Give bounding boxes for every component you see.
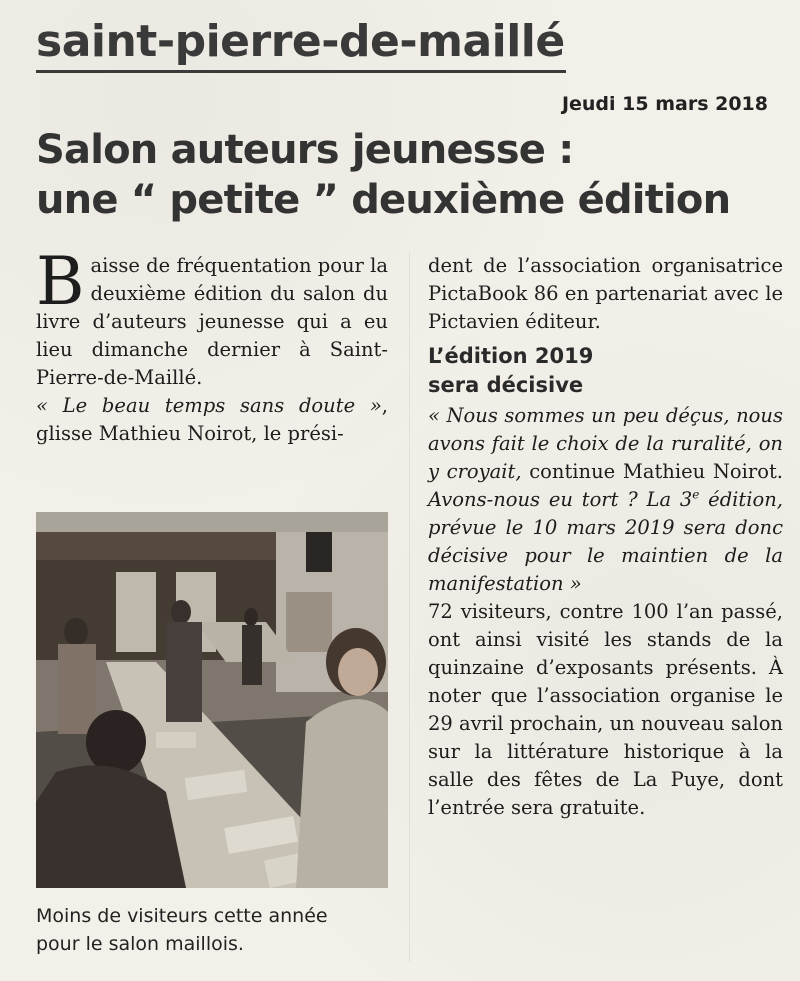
locality-rule (36, 70, 566, 73)
drop-cap: B (36, 243, 85, 320)
quote-block (428, 402, 783, 598)
caption-line-2: pour le salon maillois. (36, 933, 244, 955)
photo-illustration (36, 512, 388, 888)
headline-line-2: une “ petite ” deuxième édition (36, 177, 731, 223)
ordinal-superscript: e (692, 487, 700, 502)
caption-line-1: Moins de visiteurs cette année (36, 905, 328, 927)
subheading-line-2: sera décisive (428, 373, 584, 397)
photo-caption (36, 902, 396, 958)
quote-attribution: , glisse Mathieu Noirot, le prési- (36, 394, 388, 445)
headline-line-1: Salon auteurs jeunesse : (36, 127, 574, 173)
subheading-line-1: L’édition 2019 (428, 344, 594, 368)
quote1-italic: « Nous sommes un peu déçus, nous avons fait le choix de la ruralité, on y croyait, (428, 404, 783, 483)
quote2-italic-b: édition, prévue le 10 mars 2019 sera donc décisive pour le maintien de la manifestation » (428, 488, 783, 595)
intro-paragraph (36, 243, 388, 392)
continuation-paragraph: dent de l’association organisatrice PictaBook 86 en partenariat avec le Pictavien éditeur. (428, 254, 783, 333)
locality-heading: saint-pierre-de-maillé (36, 16, 565, 67)
quote1-attribution: continue Mathieu Noirot. (521, 460, 783, 483)
section-subheading (428, 342, 783, 400)
article-column-left (36, 243, 388, 448)
column-divider (409, 252, 410, 962)
article-photo (36, 512, 388, 888)
article-headline (36, 125, 776, 225)
quote-italic: « Le beau temps sans doute » (36, 394, 382, 417)
quote2-italic-a: Avons-nous eu tort ? La 3 (428, 488, 693, 511)
quote-paragraph (36, 392, 388, 448)
intro-text: aisse de fréquentation pour la deuxième édition du salon du livre d’auteurs jeunesse qui a eu lieu dimanche dernier à Saint-Pierre-de-Maillé. (36, 254, 388, 389)
article-column-right (428, 252, 783, 822)
closing-paragraph: 72 visiteurs, contre 100 l’an passé, ont ainsi visité les stands de la quinzaine d’exposants présents. À noter que l’association organise le 29 avril prochain, un nouveau salon sur la littérature historique à la salle des fêtes de La Puye, dont l’entrée sera gratuite. (428, 600, 783, 819)
publication-date: Jeudi 15 mars 2018 (561, 93, 768, 115)
